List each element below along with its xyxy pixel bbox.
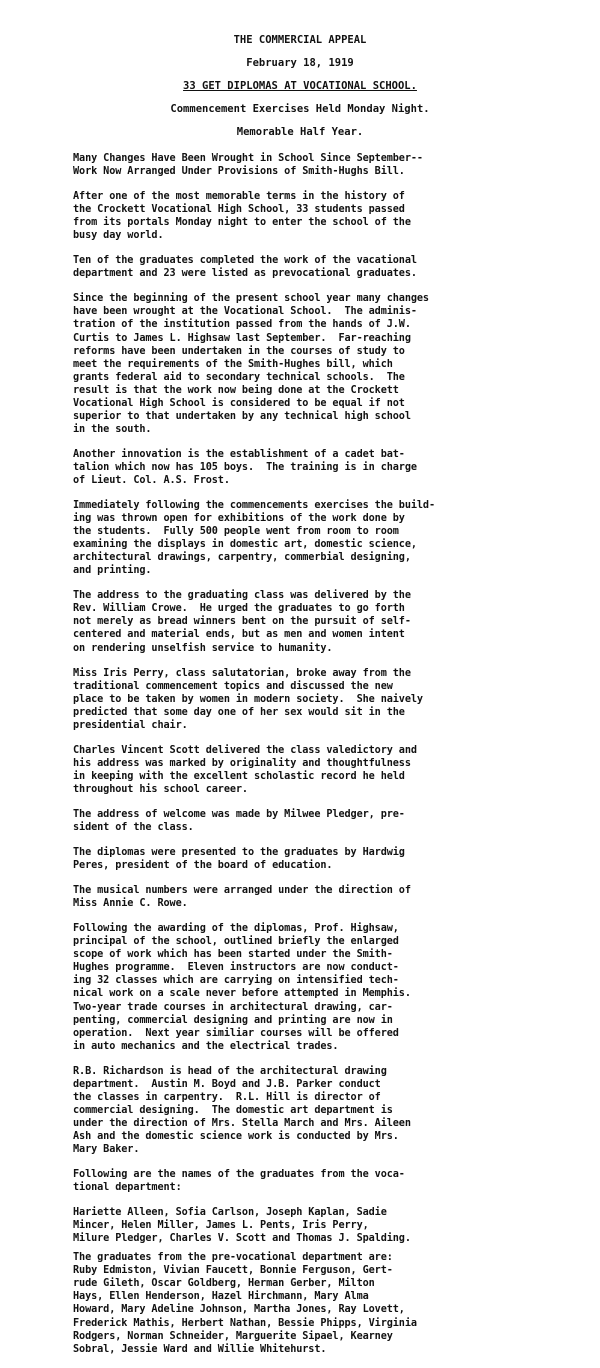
paragraph: After one of the most memorable terms in the history of the Crockett Vocational High School, 33 students passed from its portals Monday night to enter the school of the busy day world. xyxy=(73,191,411,242)
article-body xyxy=(73,152,593,1368)
subheadline-2: Memorable Half Year. xyxy=(236,126,364,138)
paragraph: Following the awarding of the diplomas, Prof. Highsaw, principal of the school, outlined briefly the enlarged scope of work which has been started under the Smith- Hughes programme. Eleven instructors are now conduct- ing 32 classes which are carrying on intensified tech- nical work on a scale never before attempted in Memphis. Two-year trade courses in architectural drawing, car- penting, commercial designing and printing are now in operation. Next year similiar courses will be offered in auto mechanics and the electrical trades. xyxy=(73,923,411,1052)
paragraph: Another innovation is the establishment of a cadet bat- talion which now has 105 boys. The training is in charge of Lieut. Col. A.S. Frost. xyxy=(73,448,417,486)
newspaper-name: THE COMMERCIAL APPEAL xyxy=(233,34,367,46)
subheadline: Commencement Exercises Held Monday Night. xyxy=(170,103,430,115)
paragraph: Since the beginning of the present school year many changes have been wrought at the Vocational School. The adminis- tration of the institution passed from the hands of J.W. Curtis to James L. Highsaw last September. Far-reaching reforms have been undertaken in the courses of study to meet the requirements of the Smith-Hughes bill, which grants federal aid to secondary technical schools. The result is that the work now being done at the Crockett Vocational High School is considered to be equal if not superior to that undertaken by any technical high school in the south. xyxy=(73,293,429,435)
paragraph: The address of welcome was made by Milwee Pledger, pre- sident of the class. xyxy=(73,808,405,834)
paragraph: Charles Vincent Scott delivered the class valedictory and his address was marked by originality and thoughtfulness in keeping with the excellent scholastic record he held throughout his school career. xyxy=(73,744,417,795)
paragraph: Hariette Alleen, Sofia Carlson, Joseph Kaplan, Sadie Mincer, Helen Miller, James L. Pents, Iris Perry, Milure Pledger, Charles V. Scott and Thomas J. Spalding. xyxy=(73,1207,411,1245)
paragraph: Ten of the graduates completed the work of the vacational department and 23 were listed as prevocational graduates. xyxy=(73,255,417,280)
paragraph: Miss Iris Perry, class salutatorian, broke away from the traditional commencement topics and discussed the new place to be taken by women in modern society. She naively predicted that some day one of her sex would sit in the presidential chair. xyxy=(73,667,423,731)
paragraph: Immediately following the commencements exercises the build- ing was thrown open for exhibitions of the work done by the students. Fully 500 people went from room to room examining the displays in domestic art, domestic science, architectural drawings, carpentry, commerbial designing, and printing. xyxy=(73,500,436,577)
paragraph: R.B. Richardson is head of the architectural drawing department. Austin M. Boyd and J.B. Parker conduct the classes in carpentry. R.L. Hill is director of commercial designing. The domestic art department is under the direction of Mrs. Stella March and Mrs. Aileen Ash and the domestic science work is conducted by Mrs. Mary Baker. xyxy=(73,1065,411,1155)
paragraph: Many Changes Have Been Wrought in School Since September-- Work Now Arranged Under Provisions of Smith-Hughs Bill. xyxy=(73,153,423,178)
paragraph: The address to the graduating class was delivered by the Rev. William Crowe. He urged the graduates to go forth not merely as bread winners bent on the pursuit of self- centered and material ends, but as men and women intent on rendering unselfish service to humanity. xyxy=(73,590,411,654)
paragraph: Following are the names of the graduates from the voca- tional department: xyxy=(73,1169,405,1194)
paragraph: The musical numbers were arranged under the direction of Miss Annie C. Rowe. xyxy=(73,885,411,910)
headline: 33 GET DIPLOMAS AT VOCATIONAL SCHOOL. xyxy=(183,80,417,92)
paragraph: The graduates from the pre-vocational department are: Ruby Edmiston, Vivian Faucett, Bonnie Ferguson, Gert- rude Gileth, Oscar Goldberg, Herman Gerber, Milton Hays, Ellen Henderson, Hazel Hirchmann, Mary Alma Howard, Mary Adeline Johnson, Martha Jones, Ray Lovett, Frederick Mathis, Herbert Nathan, Bessie Phipps, Virginia Rodgers, Norman Schneider, Marguerite Sipael, Kearney Sobral, Jessie Ward and Willie Whitehurst. xyxy=(73,1252,417,1355)
publication-date: February 18, 1919 xyxy=(246,57,354,69)
paragraph: The diplomas were presented to the graduates by Hardwig Peres, president of the board of education. xyxy=(73,847,405,872)
